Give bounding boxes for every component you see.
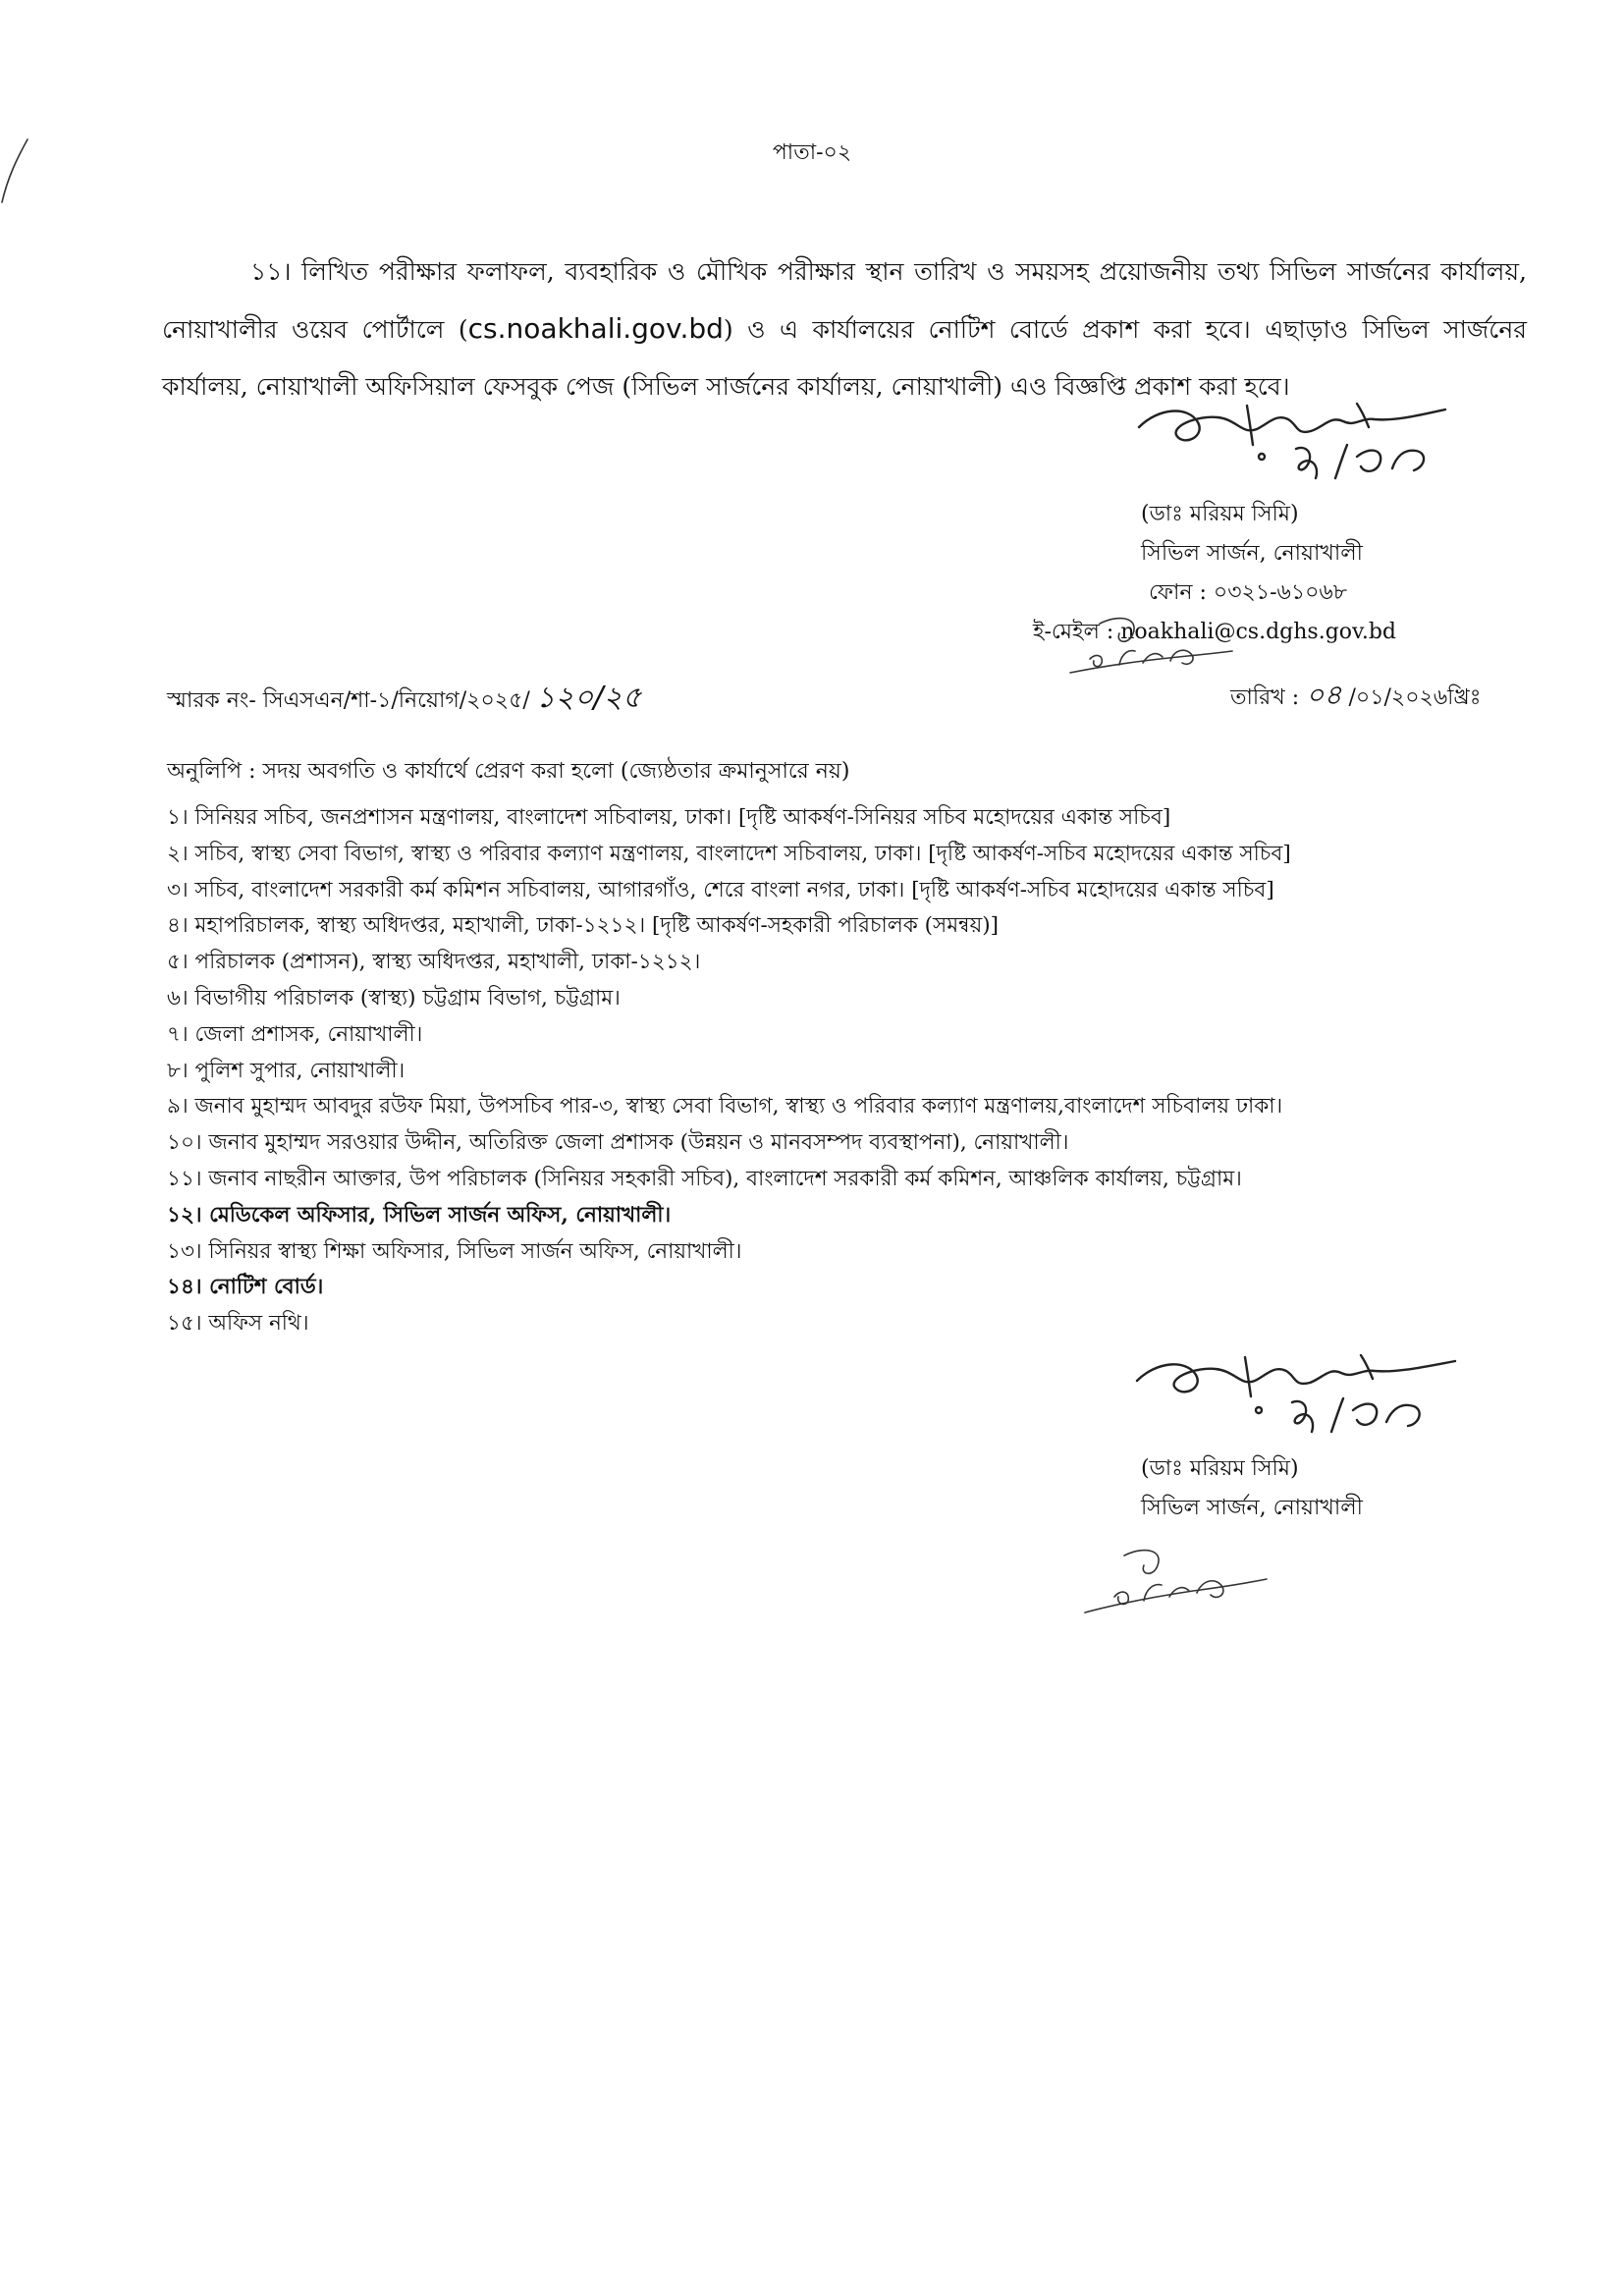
signatory-bottom-name: (ডাঃ মরিয়ম সিমি) — [1141, 1456, 1299, 1481]
recipient-item: ১৩। সিনিয়র স্বাস্থ্য শিক্ষা অফিসার, সিভিল সার্জন অফিস, নোয়াখালী। — [167, 1238, 742, 1264]
date-label: তারিখ : — [1230, 685, 1300, 710]
date-handwritten-day: ০৪ — [1306, 679, 1342, 711]
recipient-item: ৫। পরিচালক (প্রশাসন), স্বাস্থ্য অধিদপ্তর, মহাখালী, ঢাকা-১২১২। — [167, 950, 701, 975]
recipient-item: ১০। জনাব মুহাম্মদ সরওয়ার উদ্দীন, অতিরিক্ত জেলা প্রশাসক (উন্নয়ন ও মানবসম্পদ ব্যবস্থাপনা), নোয়াখালী। — [167, 1130, 1069, 1156]
recipient-item: ৬। বিভাগীয় পরিচালক (স্বাস্থ্য) চট্টগ্রাম বিভাগ, চট্টগ্রাম। — [167, 985, 621, 1011]
signatory-top-designation: সিভিল সার্জন, নোয়াখালী — [1141, 541, 1363, 566]
signatory-bottom-designation: সিভিল সার্জন, নোয়াখালী — [1141, 1496, 1363, 1520]
recipient-item: ৪। মহাপরিচালক, স্বাস্থ্য অধিদপ্তর, মহাখালী, ঢাকা-১২১২। [দৃষ্টি আকর্ষণ-সহকারী পরিচালক (সমন্বয়)] — [167, 913, 1000, 939]
date-printed: /০১/২০২৬খ্রিঃ — [1348, 685, 1482, 710]
memo-date — [1230, 674, 1482, 720]
recipient-item: ১১। জনাব নাছরীন আক্তার, উপ পরিচালক (সিনিয়র সহকারী সচিব), বাংলাদেশ সরকারী কর্ম কমিশন, আঞ্চলিক কার্যালয়, চট্টগ্রাম। — [167, 1166, 1242, 1191]
recipient-item: ২। সচিব, স্বাস্থ্য সেবা বিভাগ, স্বাস্থ্য ও পরিবার কল্যাণ মন্ত্রণালয়, বাংলাদেশ সচিবালয়, ঢাকা। [দৃষ্টি আকর্ষণ-সচিব মহোদয়ের একান্ত সচিব] — [167, 841, 1291, 866]
signatory-top-name: (ডাঃ মরিয়ম সিমি) — [1141, 502, 1299, 526]
initial-mark-top — [1060, 604, 1237, 697]
initial-mark-bottom — [1075, 1532, 1272, 1630]
paragraph-text-part1: ১১। লিখিত পরীক্ষার ফলাফল, ব্যবহারিক ও মৌখিক পরীক্ষার স্থান তারিখ ও সময়সহ প্রয়োজনীয় তথ্য সিভিল সার্জনের কার্যালয়, নোয়াখালীর ওয়েব পোর্টালে ( — [162, 257, 1527, 344]
recipient-item: ৮। পুলিশ সুপার, নোয়াখালী। — [167, 1058, 406, 1083]
paragraph-text-part2: ) ও এ কার্যালয়ের নোটিশ বোর্ডে প্রকাশ করা হবে। এছাড়াও সিভিল সার্জনের কার্যালয়, নোয়াখালী অফিসিয়াল ফেসবুক পেজ (সিভিল সার্জনের কার্যালয়, নোয়াখালী) এও বিজ্ঞপ্তি প্রকাশ করা হবে। — [162, 315, 1527, 401]
recipient-list — [167, 800, 1561, 1342]
page-number: পাতা-০২ — [772, 140, 852, 165]
portal-url: cs.noakhali.gov.bd — [467, 312, 724, 345]
scan-edge-mark — [0, 137, 29, 206]
signatory-top-phone: ফোন : ০৩২১-৬১০৬৮ — [1149, 580, 1347, 605]
memo-label: স্মারক নং- সিএসএন/শা-১/নিয়োগ/২০২৫/ — [167, 688, 530, 713]
copy-heading: অনুলিপি : সদয় অবগতি ও কার্যার্থে প্রেরণ করা হলো (জ্যেষ্ঠতার ক্রমানুসারে নয়) — [167, 759, 850, 784]
recipient-item: ১২। মেডিকেল অফিসার, সিভিল সার্জন অফিস, নোয়াখালী। — [167, 1202, 672, 1228]
memo-number — [167, 674, 641, 724]
recipient-item: ১৪। নোটিশ বোর্ড। — [167, 1275, 324, 1300]
recipient-item: ৩। সচিব, বাংলাদেশ সরকারী কর্ম কমিশন সচিবালয়, আগারগাঁও, শেরে বাংলা নগর, ঢাকা। [দৃষ্টি আকর্ষণ-সচিব মহোদয়ের একান্ত সচিব] — [167, 877, 1274, 902]
signature-top — [1129, 388, 1453, 496]
signatory-bottom-block — [1141, 1449, 1363, 1528]
signatory-top-email: ই-মেইল : noakhali@cs.dghs.gov.bd — [1033, 620, 1397, 644]
recipient-item: ৭। জেলা প্রশাসক, নোয়াখালী। — [167, 1021, 423, 1047]
recipient-item: ৯। জনাব মুহাম্মদ আবদুর রউফ মিয়া, উপসচিব পার-৩, স্বাস্থ্য সেবা বিভাগ, স্বাস্থ্য ও পরিবার কল্যাণ মন্ত্রণালয়,বাংলাদেশ সচিবালয় ঢাকা। — [167, 1094, 1283, 1120]
memo-handwritten-number: ১২০/২৫ — [535, 681, 642, 715]
signature-bottom — [1129, 1338, 1463, 1450]
recipient-item: ১। সিনিয়র সচিব, জনপ্রশাসন মন্ত্রণালয়, বাংলাদেশ সচিবালয়, ঢাকা। [দৃষ্টি আকর্ষণ-সিনিয়র সচিব মহোদয়ের একান্ত সচিব] — [167, 805, 1171, 830]
recipient-item: ১৫। অফিস নথি। — [167, 1311, 309, 1337]
